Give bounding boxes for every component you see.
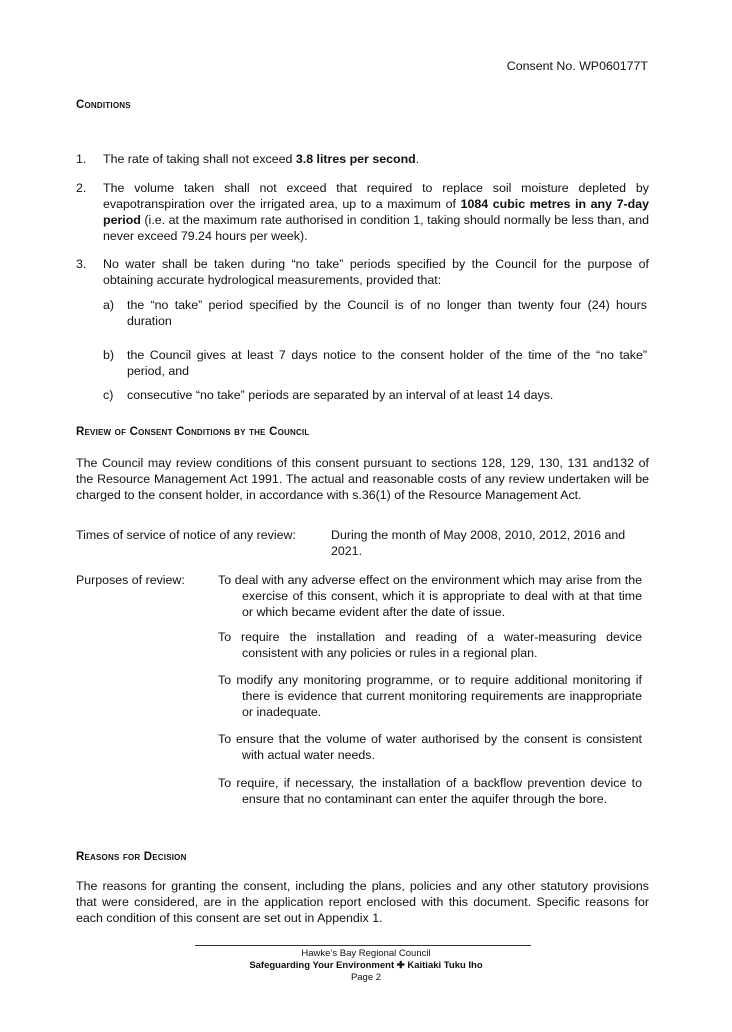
footer-divider (195, 945, 531, 946)
condition-1: The rate of taking shall not exceed 3.8 litres per second. (103, 152, 420, 166)
review-paragraph: The Council may review conditions of this consent pursuant to sections 128, 129, 130, 131 and132 of the Resource Management Act 1991. The actual and reasonable costs of any review undertaken will be charged to the consent holder, in accordance with s.36(1) of the Resource Management Act. (76, 456, 649, 502)
reasons-paragraph: The reasons for granting the consent, including the plans, policies and any other statutory provisions that were considered, are in the application report enclosed with this document. Specific reasons for each condition of this consent are set out in Appendix 1. (76, 879, 649, 925)
purpose-item: To require the installation and reading of a water-measuring device consistent with any policies or rules in a regional plan. (218, 630, 642, 660)
consent-number: Consent No. WP060177T (506, 59, 648, 73)
purpose-item: To modify any monitoring programme, or to require additional monitoring if there is evidence that current monitoring requirements are inappropriate or inadequate. (218, 673, 642, 719)
subitem-a-label: a) (103, 298, 115, 312)
reasons-heading: Reasons for Decision (76, 851, 187, 863)
review-heading: Review of Consent Conditions by the Council (76, 426, 310, 438)
subitem-c: consecutive “no take” periods are separated by an interval of at least 14 days. (127, 388, 554, 402)
footer-organisation: Hawke’s Bay Regional Council (301, 948, 431, 959)
purpose-item: To require, if necessary, the installation of a backflow prevention device to ensure that no contaminant can enter the aquifer through the bore. (218, 776, 642, 806)
subitem-a: the “no take” period specified by the Council is of no longer than twenty four (24) hours duration (127, 298, 647, 328)
subitem-b-label: b) (103, 348, 115, 362)
conditions-heading: Conditions (76, 99, 131, 111)
purposes-label: Purposes of review: (76, 573, 185, 587)
footer-page-number: Page 2 (350, 972, 382, 983)
condition-2: The volume taken shall not exceed that required to replace soil moisture depleted by evapotranspiration over the irrigated area, up to a maximum of 1084 cubic metres in any 7-day period (i.e. at the maximum rate authorised in condition 1, taking should normally be less than, and never exceed 79.24 hours per week). (103, 181, 649, 243)
footer-tagline: Safeguarding Your Environment ✚ Kaitiaki Tuku Iho (249, 960, 483, 971)
subitem-b: the Council gives at least 7 days notice to the consent holder of the time of the “no take” period, and (127, 348, 647, 378)
subitem-c-label: c) (103, 388, 114, 402)
times-value: During the month of May 2008, 2010, 2012, 2016 and 2021. (331, 528, 626, 558)
purpose-item: To ensure that the volume of water authorised by the consent is consistent with actual water needs. (218, 732, 642, 762)
times-label: Times of service of notice of any review: (76, 528, 296, 542)
purpose-item: To deal with any adverse effect on the environment which may arise from the exercise of this consent, which it is appropriate to deal with at that time or which became evident after the date of issue. (218, 573, 642, 619)
condition-3-number: 3. (76, 257, 87, 271)
condition-3: No water shall be taken during “no take” periods specified by the Council for the purpose of obtaining accurate hydrological measurements, provided that: (103, 257, 649, 287)
condition-2-number: 2. (76, 181, 87, 195)
condition-1-number: 1. (76, 152, 87, 166)
